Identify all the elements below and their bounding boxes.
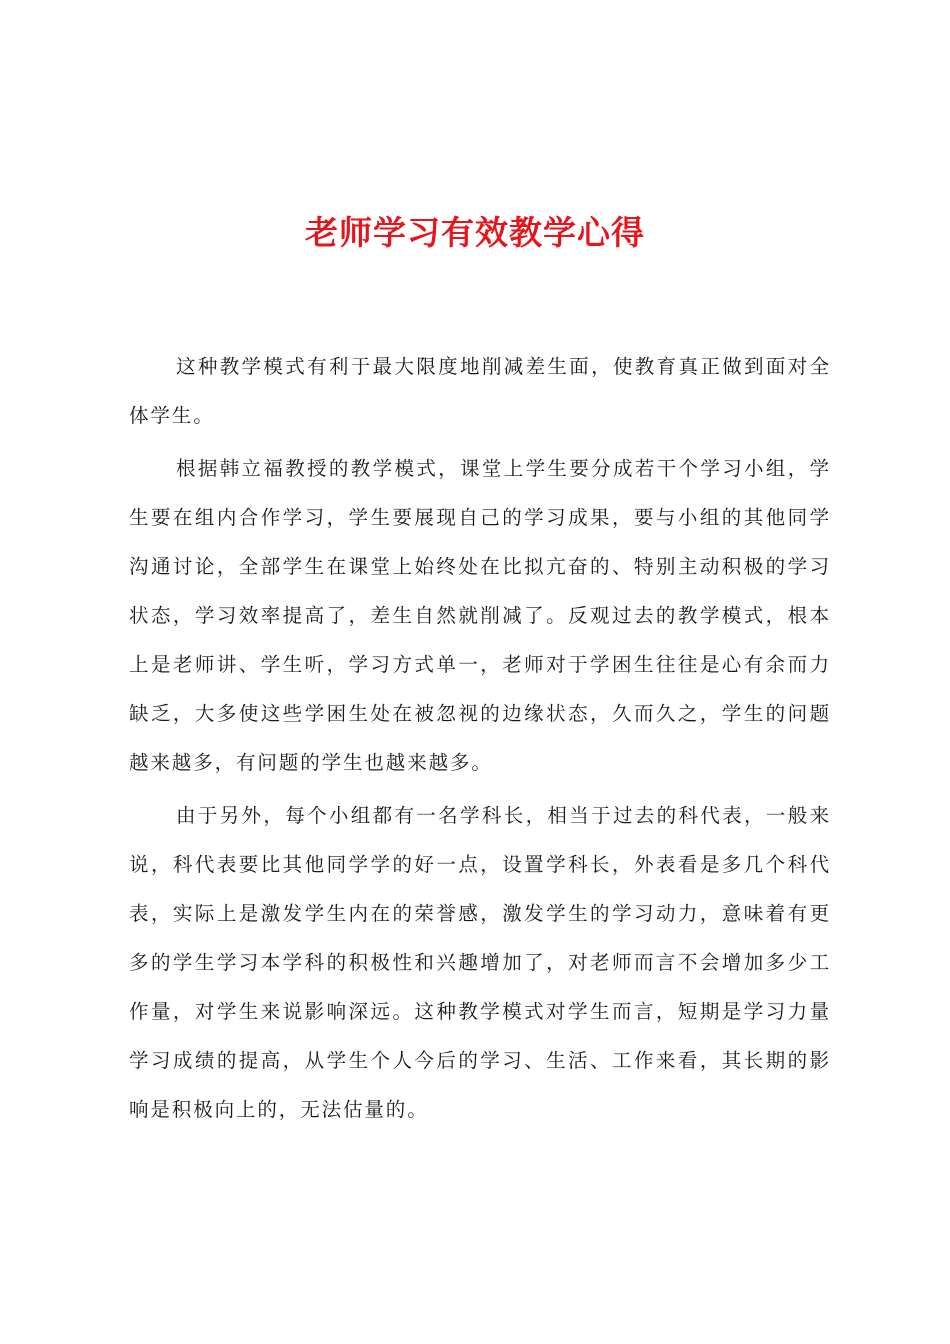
- document-body: [129, 342, 831, 1134]
- paragraph-1: 这种教学模式有利于最大限度地削减差生面，使教育真正做到面对全体学生。: [129, 355, 831, 427]
- paragraph-3: 由于另外，每个小组都有一名学科长，相当于过去的科代表，一般来说，科代表要比其他同学学的好一点，设置学科长，外表看是多几个科代表，实际上是激发学生内在的荣誉感，激发学生的学习动力，意味着有更多的学生学习本学科的积极性和兴趣增加了，对老师而言不会增加多少工作量，对学生来说影响深远。这种教学模式对学生而言，短期是学习力量学习成绩的提高，从学生个人今后的学习、生活、工作来看，其长期的影响是积极向上的，无法估量的。: [129, 804, 831, 1121]
- paragraph-2: 根据韩立福教授的教学模式，课堂上学生要分成若干个学习小组，学生要在组内合作学习，学生要展现自己的学习成果，要与小组的其他同学沟通讨论，全部学生在课堂上始终处在比拟亢奋的、特别主动积极的学习状态，学习效率提高了，差生自然就削减了。反观过去的教学模式，根本上是老师讲、学生听，学习方式单一，老师对于学困生往往是心有余而力缺乏，大多使这些学困生处在被忽视的边缘状态，久而久之，学生的问题越来越多，有问题的学生也越来越多。: [129, 457, 831, 774]
- document-title: 老师学习有效教学心得: [305, 213, 645, 252]
